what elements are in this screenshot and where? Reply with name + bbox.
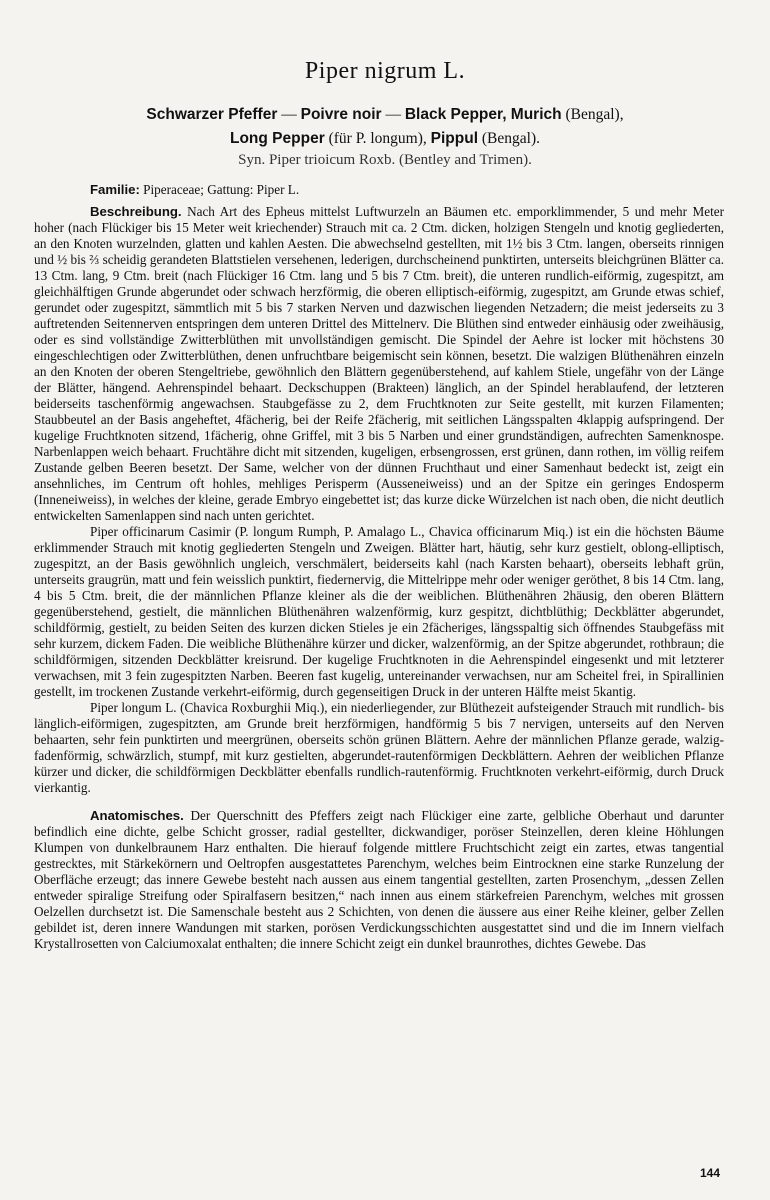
page-number: 144	[700, 1166, 721, 1180]
name-french: Poivre noir	[300, 106, 382, 123]
name-pippul: Pippul	[430, 130, 479, 147]
name-long-pepper-note: (für P. longum),	[324, 130, 431, 147]
family-line	[90, 182, 724, 198]
common-names	[0, 103, 770, 151]
name-english: Black Pepper, Murich	[404, 106, 562, 123]
separator: —	[277, 106, 301, 123]
description-label: Beschreibung.	[90, 204, 182, 219]
name-long-pepper: Long Pepper	[230, 130, 325, 147]
name-german: Schwarzer Pfeffer	[146, 106, 278, 123]
longum-paragraph: Piper longum L. (Chavica Roxburghii Miq.), ein niederliegender, zur Blüthezeit aufsteigender Strauch mit rundlich- bis länglich-eiförmigen, zugespitzten, am Grunde breit herzförmigen, handförmig 5 bis 7 nervigen, unterseits auf den Nerven behaarten, sehr fein punktirten und meergrünen, oberseits schön grünen Blättern. Aehre der männlichen Pflanze gerade, walzig-fadenförmig, schwärzlich, stumpf, mit kurz gestielten, abgerundet-rautenförmigen Deckblättern. Aehren der weiblichen Pflanze kürzer und dicker, die schildförmigen Deckblätter ebenfalls rundlich-rautenförmig. Fruchtknoten verkehrt-eiförmig, durch Druck vierkantig.	[34, 700, 724, 795]
separator: —	[381, 106, 405, 123]
anatomy-paragraph	[34, 808, 724, 952]
description-text: Nach Art des Epheus mittelst Luftwurzeln an Bäumen etc. emporklimmender, 5 und mehr Meter hoher (nach Flückiger bis 15 Meter weit kriechender) Strauch mit ca. 2 Ctm. dicken, holzigen Stengeln und knotig gegliederten, an den Knoten wurzelnden, glatten und kahlen Aesten. Die abwechselnd gestellten, mit 1½ bis 3 Ctm. langen, oberseits rinnigen und ½ bis ⅔ scheidig gerandeten Blattstielen versehenen, lederigen, durchscheinend punktirten, unterseits bleichgrünen Blätter ca. 13 Ctm. lang, 9 Ctm. breit (nach Flückiger 16 Ctm. lang und 5 bis 7 Ctm. breit), die unteren rundlich-eiförmig, zugespitzt, am gleichhälftigen Grunde abgerundet oder schwach herzförmig, die oberen elliptisch-eiförmig, zugespitzt, am Grunde etwas schief, gerundet oder zugespitzt, sämmtlich mit 5 bis 7 starken Nerven und dazwischen liegenden Netzadern; die meist jederseits zu 3 auftretenden Seitennerven entspringen dem unteren Drittel des Mittelnerv. Die Blüthen sind entweder einhäusig oder zweihäusig, oder es sind vollständige Zwitterblüthen mit unvollständigen gemischt. Die Spindel der Aehre ist locker mit höchstens 30 eingeschlechtigen oder Zwitterblüthen, denen unfruchtbare beigemischt sein können, besetzt. Die walzigen Blüthenähren einzeln an den Knoten der oberen Stengeltriebe, gewöhnlich den Blättern gegenüberstehend, auf kahlem Stiele, ungefähr von der Länge der Blätter, hängend. Aehrenspindel behaart. Deckschuppen (Brakteen) länglich, an der Spindel herablaufend, der letzteren beiderseits taschenförmig angewachsen. Staubgefässe zu 2, dem Fruchtknoten zur Seite gestellt, mit kurzen Filamenten; Staubbeutel an der Basis angeheftet, 4fächerig, bei der Reife 2fächerig, mit seitlichen Längsspalten 4klappig aufspringend. Der kugelige Fruchtknoten sitzend, 1fächerig, ohne Griffel, mit 3 bis 5 Narben und einer grundständigen, aufrechten Samenknospe. Narbenlappen weich behaart. Fruchtähre dicht mit sitzenden, kugeligen, erbsengrossen, erst grünen, dann rothen, im völlig reifem Zustande gelben Beeren besetzt. Der Same, welcher von der dünnen Fruchthaut und einer Samenhaut bedeckt ist, zeigt ein ansehnliches, im Centrum oft hohles, mehliges Perisperm (Ausseneiweiss) und an der Spitze ein geringes Endosperm (Inneneiweiss), in welches der kleine, gerade Embryo eingebettet ist; das kurze dicke Würzelchen ist nach oben, die nicht deutlich entwickelten Samenlappen sind nach unten gerichtet.	[34, 204, 724, 523]
anatomy-text: Der Querschnitt des Pfeffers zeigt nach Flückiger eine zarte, gelbliche Oberhaut und darunter befindlich eine dichte, gelbe Schicht grosser, radial gestellter, dickwandiger, poröser Steinzellen, deren kleine Höhlungen Klumpen von dunkelbraunem Harz enthalten. Die hierauf folgende mittlere Fruchtschicht zeigt ein zartes, etwas tangential gestrecktes, mit Stärkekörnern und Oeltropfen ausgestattetes Parenchym, welches beim Eintrocknen eine starke Runzelung der Oberfläche erzeugt; das innere Gewebe besteht nach aussen aus einem tangential gestellten, zarten Prosenchym, „dessen Zellen entweder spiralige Streifung oder Spiralfasern besitzen,“ nach innen aus einem stärkefreien Parenchym, welches mit grossen Oelzellen durchsetzt ist. Die Samenschale besteht aus 2 Schichten, von denen die äussere aus einer Reihe kleiner, gelber Zellen gebildet ist, deren innere Wandungen mit starken, porösen Verdickungsschichten ausgestattet sind und die im Innern vielfach Krystallrosetten von Calciumoxalat enthalten; die innere Schicht zeigt ein dunkel braunrothes, dichtes Gewebe. Das	[34, 808, 724, 951]
family-text: Piperaceae; Gattung: Piper L.	[139, 182, 300, 197]
body-text	[34, 182, 724, 952]
name-english-note: (Bengal),	[561, 106, 624, 123]
name-pippul-note: (Bengal).	[478, 130, 540, 147]
family-label: Familie:	[90, 182, 140, 197]
page-title: Piper nigrum L.	[304, 58, 466, 84]
description-paragraph	[34, 204, 724, 524]
officinarum-paragraph: Piper officinarum Casimir (P. longum Rumph, P. Amalago L., Chavica officinarum Miq.) ist ein die höchsten Bäume erklimmender Strauch mit knotig gegliederten Stengeln und Zweigen. Blätter hart, häutig, sehr kurz gestielt, oblong-elliptisch, zugespitzt, an der Basis gewöhnlich ungleich, verschmälert, beiderseits kahl (nach Karsten behaart), oberseits lebhaft grün, unterseits graugrün, matt und fein weisslich punktirt, fiedernervig, die Mittelrippe mehr oder weniger geröthet, 8 bis 14 Ctm. lang, 4 bis 5 Ctm. breit, die der männlichen Pflanze kleiner als die der weiblichen. Blüthenähren 2häusig, den oberen Blättern gegenüberstehend, gestielt, die männlichen Blüthenähren walzenförmig, kurz gespitzt, dichtblüthig; Deckblätter abgerundet, schildförmig, gestielt, zu beiden Seiten des kurzen dicken Stieles je ein 2fächeriges, längsspaltig sich öffnendes Staubgefäss mit sehr kurzem, dickem Faden. Die weibliche Blüthenähre kürzer und dicker, walzenförmig, an der Spitze abgerundet, rothbraun; die schildförmigen, sitzenden Deckblätter kreisrund. Der kugelige Fruchtknoten in die Aehrenspindel eingesenkt und mit letzterer verwachsen, mit 3 fein zugespitzten Narben. Beeren fast kugelig, untereinander verwachsen, nur am Scheitel frei, in Spirallinien gestellt, im trockenen Zustande verkehrt-eiförmig, durch gegenseitigen Druck in der unteren Hälfte meist 5kantig.	[34, 524, 724, 699]
anatomy-label: Anatomisches.	[90, 808, 184, 823]
synonym-line: Syn. Piper trioicum Roxb. (Bentley and Trimen).	[238, 152, 532, 168]
